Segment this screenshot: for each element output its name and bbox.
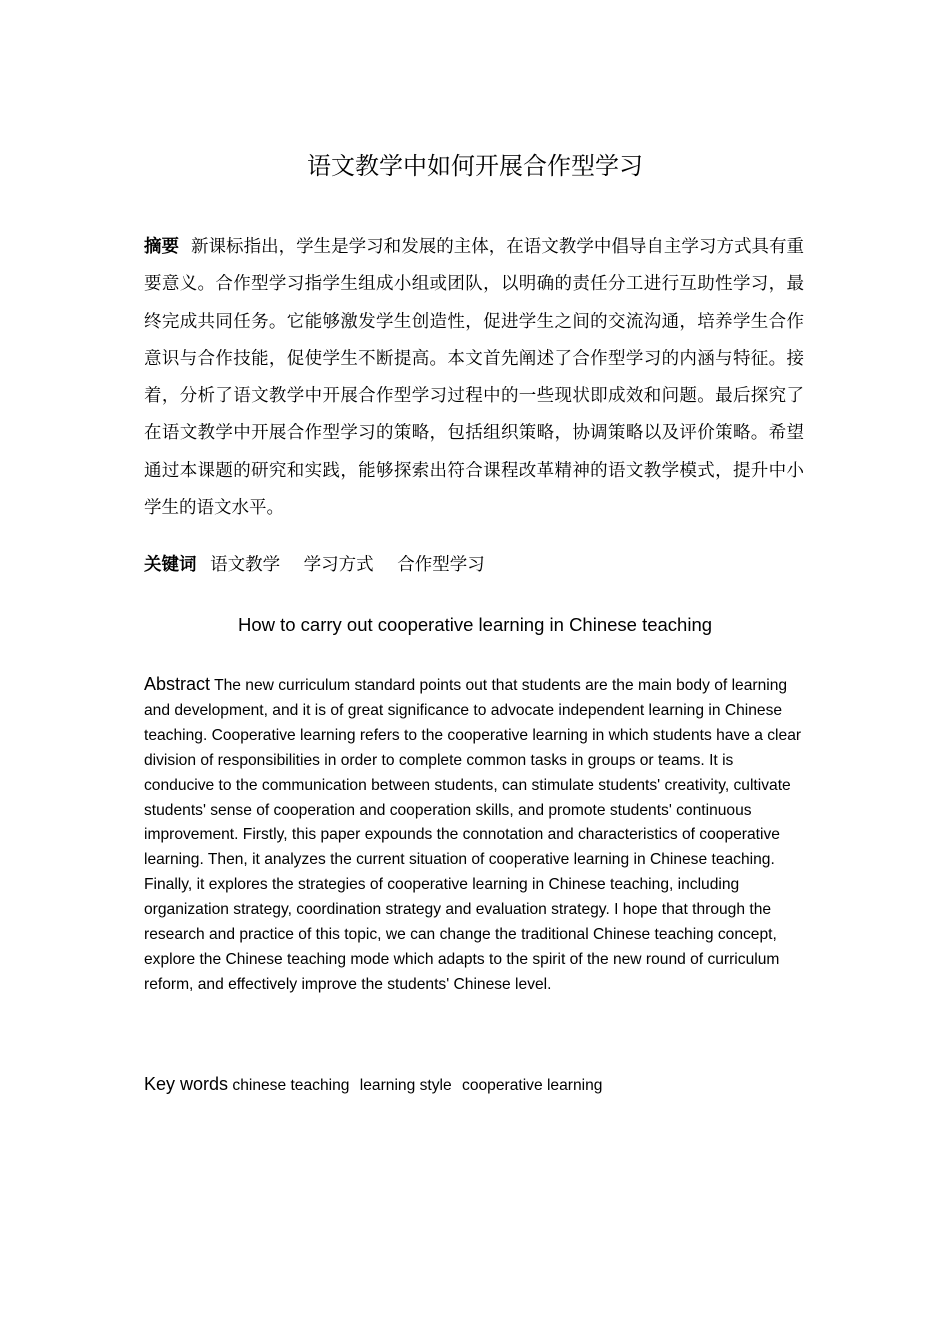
chinese-keywords	[144, 548, 804, 582]
english-keyword: learning style	[359, 1077, 452, 1094]
english-keyword: chinese teaching	[232, 1077, 350, 1094]
chinese-title: 语文教学中如何开展合作型学习	[307, 152, 643, 180]
english-title: How to carry out cooperative learning in Chinese teaching	[237, 614, 713, 635]
chinese-abstract-text: 新课标指出，学生是学习和发展的主体，在语文教学中倡导自主学习方式具有重要意义。合作型学习指学生组成小组或团队，以明确的责任分工进行互助性学习，最终完成共同任务。它能够激发学生创造性，促进学生之间的交流沟通，培养学生合作意识与合作技能，促使学生不断提高。本文首先阐述了合作型学习的内涵与特征。接着，分析了语文教学中开展合作型学习过程中的一些现状即成效和问题。最后探究了在语文教学中开展合作型学习的策略，包括组织策略，协调策略以及评价策略。希望通过本课题的研究和实践，能够探索出符合课程改革精神的语文教学模式，提升中小学生的语文水平。	[144, 237, 805, 519]
english-abstract	[144, 672, 804, 998]
chinese-abstract-label: 摘要	[144, 237, 180, 257]
english-keywords-label: Key words	[144, 1074, 229, 1094]
english-keywords	[144, 1071, 804, 1099]
english-keyword: cooperative learning	[462, 1077, 603, 1094]
english-abstract-text: The new curriculum standard points out that students are the main body of learning and development, and it is of great significance to advocate independent learning in Chinese teaching. Cooperative learning refers to the cooperative learning in which students have a clear division of responsibilities in order to complete common tasks in groups or teams. It is conducive to the communication between students, can stimulate students' creativity, cultivate students' sense of cooperation and cooperation skills, and promote students' continuous improvement. Firstly, this paper expounds the connotation and characteristics of cooperative learning. Then, it analyzes the current situation of cooperative learning in Chinese teaching. Finally, it explores the strategies of cooperative learning in Chinese teaching, including organization strategy, coordination strategy and evaluation strategy. I hope that through the research and practice of this topic, we can change the traditional Chinese teaching concept, explore the Chinese teaching mode which adapts to the spirit of the new round of curriculum reform, and effectively improve the students' Chinese level.	[144, 677, 802, 993]
chinese-abstract	[144, 229, 804, 527]
chinese-keyword: 语文教学	[210, 555, 281, 575]
chinese-keyword: 学习方式	[303, 555, 374, 575]
chinese-keywords-label: 关键词	[144, 555, 197, 575]
chinese-keyword: 合作型学习	[397, 555, 485, 575]
english-abstract-label: Abstract	[144, 674, 211, 694]
